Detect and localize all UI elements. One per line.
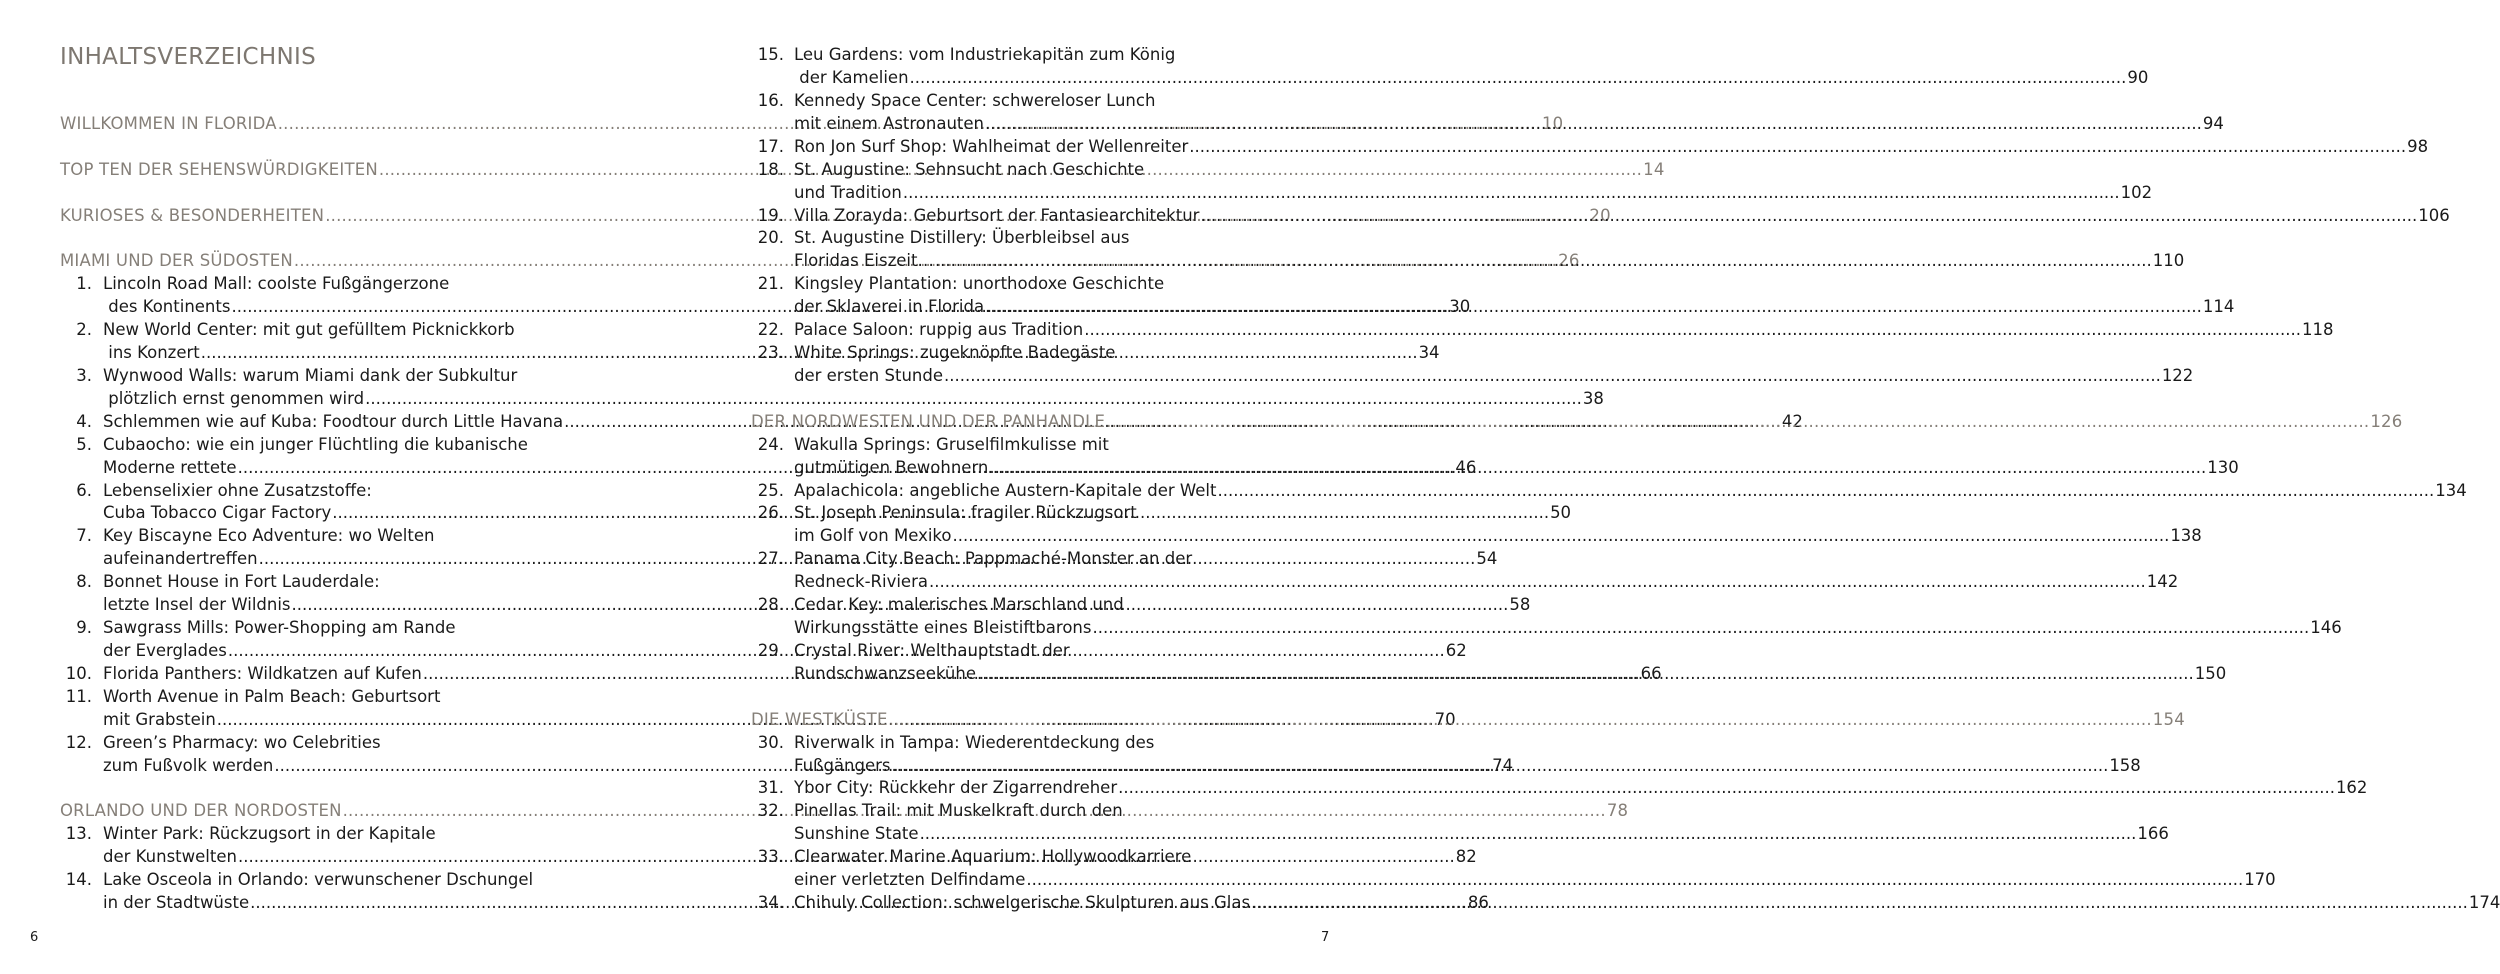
entry-title: St. Augustine: Sehnsucht nach Geschichte [794,160,1145,179]
entry-title: Panama City Beach: Pappmaché-Monster an der [794,549,1193,568]
entry-title: der Kunstwelten [103,847,237,866]
entry-number: 33. [757,847,784,866]
entry-title: Schlemmen wie auf Kuba: Foodtour durch Little Havana [103,412,564,431]
entry-title: WILLKOMMEN IN FLORIDA [60,114,277,133]
dot-leader [903,182,2120,204]
entry-page-number: 78 [1606,801,1629,820]
entry-title: Worth Avenue in Palm Beach: Geburtsort [103,687,441,706]
entry-number: 19. [757,206,784,225]
toc-entry [754,800,1293,822]
entry-title: der Everglades [103,641,227,660]
entry-title: St. Joseph Peninsula: fragiler Rückzugsort [794,503,1137,522]
dot-leader [1026,869,2243,891]
entry-page-number: 134 [2435,481,2467,500]
entry-title: White Springs: zugeknöpfte Badegäste [794,343,1116,362]
entry-title: Floridas Eiszeit… [794,251,934,270]
entry-title: Rundschwanzseekühe [794,664,976,683]
entry-title: New World Center: mit gut gefülltem Picknickkorb [103,320,515,339]
page-title: INHALTSVERZEICHNIS [60,44,316,70]
dot-leader [953,525,2170,547]
entry-page-number: 130 [2207,458,2239,477]
toc-entry [754,777,2368,799]
entry-page-number: 138 [2170,526,2202,545]
toc-entry [62,365,603,387]
entry-number: 25. [757,481,784,500]
entry-title: Cubaocho: wie ein junger Flüchtling die kubanische [103,435,528,454]
dot-leader [365,388,1582,410]
toc-entry [62,480,603,502]
toc-entry-continuation [754,67,2149,89]
entry-number: 31. [757,778,784,797]
dot-leader [985,296,2202,318]
entry-title: Moderne rettete [103,458,237,477]
entry-title: ins Konzert [103,343,200,362]
toc-entry [62,571,603,593]
entry-number: 9. [76,618,92,637]
entry-page-number: 98 [2407,137,2429,156]
entry-page-number: 154 [2152,710,2185,729]
toc-entry-continuation [62,388,1604,410]
entry-number: 1. [76,274,92,293]
toc-entry [754,159,1293,181]
entry-title: Palace Saloon: ruppig aus Tradition [794,320,1084,339]
entry-title: Pinellas Trail: mit Muskelkraft durch den [794,801,1123,820]
entry-title: Crystal River: Welthauptstadt der [794,641,1070,660]
entry-title: Sawgrass Mills: Power-Shopping am Rande [103,618,456,637]
dot-leader [892,755,2109,777]
entry-page-number: 54 [1476,549,1498,568]
entry-title: Cuba Tobacco Cigar Factory [103,503,332,522]
dot-leader [977,663,2194,685]
entry-page-number: 126 [2370,412,2403,431]
entry-number: 4. [76,412,92,431]
toc-entry [62,823,603,845]
toc-entry [754,640,1293,662]
entry-title: der ersten Stunde [794,366,943,385]
dot-leader [929,571,2146,593]
entry-title: in der Stadtwüste [103,893,250,912]
entry-title: Green’s Pharmacy: wo Celebrities [103,733,381,752]
toc-entry [754,732,1293,754]
entry-page-number: 94 [2202,114,2224,133]
entry-page-number: 70 [1434,710,1456,729]
dot-leader [1217,480,2434,502]
entry-page-number: 102 [2120,183,2153,202]
entry-title: Villa Zorayda: Geburtsort der Fantasiearchitektur [794,206,1200,225]
toc-entry [754,227,1293,249]
toc-entry-continuation [754,182,2153,204]
entry-number: 26. [757,503,784,522]
entry-number: 30. [757,733,784,752]
entry-number: 23. [757,343,784,362]
toc-entry [62,617,603,639]
entry-title: im Golf von Mexiko [794,526,952,545]
entry-page-number: 162 [2335,778,2368,797]
dot-leader [1189,136,2406,158]
entry-title: Fußgängers [794,756,891,775]
entry-number: 29. [757,641,784,660]
entry-page-number: 114 [2202,297,2235,316]
entry-number: 7. [76,526,92,545]
toc-entry-continuation [754,571,2179,593]
entry-title: Clearwater Marine Aquarium: Hollywoodkarriere [794,847,1192,866]
dot-leader [1106,411,2369,433]
entry-title: Leu Gardens: vom Industriekapitän zum König [794,45,1176,64]
toc-entry [62,869,603,891]
toc-entry [754,90,1293,112]
entry-title: St. Augustine Distillery: Überbleibsel aus [794,228,1130,247]
entry-title: einer verletzten Delfindame [794,870,1026,889]
entry-title: der Kamelien [794,68,909,87]
dot-leader [1092,617,2309,639]
toc-entry-continuation [754,823,2169,845]
toc-entry [754,502,1293,524]
toc-entry [62,434,603,456]
toc-entry-continuation [754,617,2342,639]
entry-number: 5. [76,435,92,454]
entry-title: Cedar Key: malerisches Marschland und [794,595,1124,614]
page-number-left: 6 [30,930,39,945]
entry-page-number: 158 [2109,756,2141,775]
dot-leader [910,67,2127,89]
toc-entry [754,480,2467,502]
entry-title: zum Fußvolk werden [103,756,274,775]
toc-entry [62,525,603,547]
dot-leader [920,823,2137,845]
entry-title: plötzlich ernst genommen wird [103,389,365,408]
toc-entry [62,686,603,708]
entry-title: des Kontinents [103,297,231,316]
entry-title: TOP TEN DER SEHENSWÜRDIGKEITEN [60,160,378,179]
entry-title: Ybor City: Rückkehr der Zigarrendreher [794,778,1118,797]
toc-entry-continuation [754,869,2276,891]
entry-title: Sunshine State [794,824,919,843]
entry-number: 15. [757,45,784,64]
entry-page-number: 62 [1445,641,1467,660]
entry-title: MIAMI UND DER SÜDOSTEN [60,251,293,270]
entry-number: 14. [65,870,92,889]
entry-number: 8. [76,572,92,591]
entry-page-number: 122 [2161,366,2194,385]
entry-page-number: 10 [1541,114,1564,133]
dot-leader [1200,205,2417,227]
entry-number: 21. [757,274,784,293]
entry-title: Lebenselixier ohne Zusatzstoffe: [103,481,372,500]
entry-page-number: 118 [2302,320,2334,339]
entry-number: 18. [757,160,784,179]
entry-number: 16. [757,91,784,110]
entry-page-number: 82 [1455,847,1477,866]
entry-title: der Sklaverei in Florida [794,297,985,316]
toc-entry [754,44,1293,66]
entry-page-number: 20 [1589,206,1611,225]
entry-title: Bonnet House in Fort Lauderdale: [103,572,380,591]
toc-entry [62,319,603,341]
toc-entry [62,273,603,295]
entry-number: 10. [65,664,92,683]
entry-number: 20. [757,228,784,247]
entry-page-number: 106 [2418,206,2450,225]
entry-page-number: 42 [1781,412,1803,431]
entry-title: Lincoln Road Mall: coolste Fußgängerzone [103,274,450,293]
entry-number: 22. [757,320,784,339]
entry-title: mit Grabstein [103,710,216,729]
entry-page-number: 150 [2194,664,2227,683]
toc-entry [754,846,1293,868]
toc-entry [754,434,1293,456]
entry-page-number: 46 [1455,458,1477,477]
dot-leader [989,457,2206,479]
toc-entry [754,136,2429,158]
entry-number: 24. [757,435,784,454]
entry-page-number: 30 [1449,297,1471,316]
entry-title: Key Biscayne Eco Adventure: wo Welten [103,526,435,545]
entry-number: 2. [76,320,92,339]
entry-title: Wirkungsstätte eines Bleistiftbarons [794,618,1092,637]
entry-page-number: 34 [1418,343,1440,362]
entry-number: 11. [65,687,92,706]
toc-entry [62,732,603,754]
entry-page-number: 174 [2468,893,2500,912]
entry-page-number: 90 [2127,68,2149,87]
entry-title: und Tradition [794,183,902,202]
entry-title: Kennedy Space Center: schwereloser Lunch [794,91,1156,110]
entry-title: Chihuly Collection: schwelgerische Skulpturen aus Glas [794,893,1251,912]
entry-number: 28. [757,595,784,614]
toc-entry [754,594,1293,616]
entry-page-number: 166 [2137,824,2169,843]
entry-title: Wakulla Springs: Gruselfilmkulisse mit [794,435,1109,454]
entry-title: Lake Osceola in Orlando: verwunschener Dschungel [103,870,534,889]
entry-title: Florida Panthers: Wildkatzen auf Kufen [103,664,422,683]
entry-page-number: 14 [1643,160,1665,179]
entry-number: 17. [757,137,784,156]
dot-leader [1118,777,2335,799]
toc-entry [754,273,1293,295]
entry-page-number: 142 [2146,572,2179,591]
dot-leader [985,113,2202,135]
entry-title: Riverwalk in Tampa: Wiederentdeckung des [794,733,1155,752]
entry-page-number: 26 [1558,251,1580,270]
entry-number: 12. [65,733,92,752]
entry-page-number: 50 [1550,503,1572,522]
entry-page-number: 86 [1467,893,1489,912]
entry-page-number: 170 [2244,870,2276,889]
entry-title: Redneck-Riviera [794,572,928,591]
entry-page-number: 146 [2310,618,2342,637]
entry-number: 32. [757,801,784,820]
dot-leader [1251,892,2468,914]
entry-number: 27. [757,549,784,568]
dot-leader [1084,319,2301,341]
entry-title: Kingsley Plantation: unorthodoxe Geschichte [794,274,1165,293]
page-number-right: 7 [1321,930,1330,945]
entry-page-number: 110 [2152,251,2185,270]
entry-title: DER NORDWESTEN UND DER PANHANDLE [751,412,1106,431]
entry-number: 13. [65,824,92,843]
toc-entry [754,319,2334,341]
entry-title: Ron Jon Surf Shop: Wahlheimat der Wellenreiter [794,137,1189,156]
entry-title: Wynwood Walls: warum Miami dank der Subkultur [103,366,518,385]
entry-page-number: 74 [1492,756,1514,775]
toc-entry [754,342,1293,364]
dot-leader [944,365,2161,387]
entry-page-number: 58 [1509,595,1531,614]
entry-page-number: 38 [1582,389,1604,408]
entry-title: DIE WESTKÜSTE [751,710,888,729]
entry-page-number: 66 [1640,664,1662,683]
entry-number: 6. [76,481,92,500]
entry-title: gutmütigen Bewohnern [794,458,989,477]
entry-number: 34. [757,893,784,912]
toc-entry-continuation [754,365,2194,387]
entry-number: 3. [76,366,92,385]
entry-title: KURIOSES & BESONDERHEITEN [60,206,325,225]
toc-entry-continuation [754,525,2202,547]
dot-leader [935,250,2152,272]
toc-entry [754,548,1293,570]
dot-leader [889,709,2152,731]
entry-title: mit einem Astronauten [794,114,985,133]
entry-title: Winter Park: Rückzugsort in der Kapitale [103,824,436,843]
entry-title: Apalachicola: angebliche Austern-Kapitale der Welt [794,481,1217,500]
entry-title: ORLANDO UND DER NORDOSTEN [60,801,342,820]
entry-title: aufeinandertreffen [103,549,258,568]
entry-title: letzte Insel der Wildnis [103,595,291,614]
